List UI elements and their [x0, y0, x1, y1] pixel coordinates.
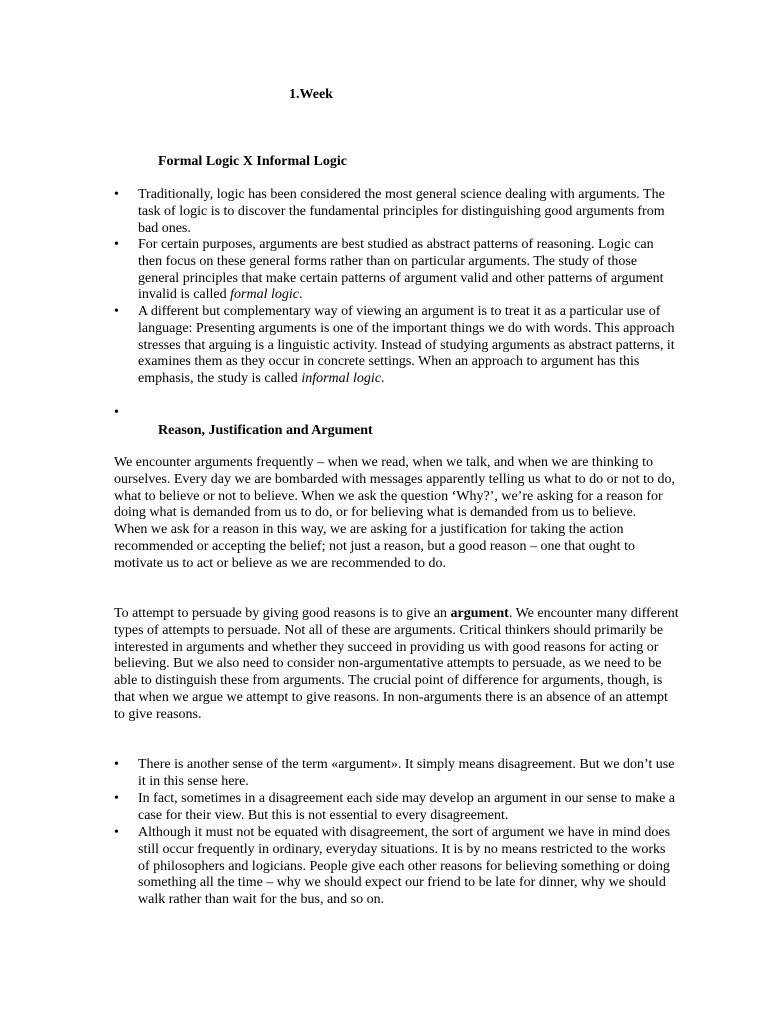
bullet-marker: • [114, 791, 119, 806]
section-heading-formal-informal-logic: Formal Logic X Informal Logic [158, 154, 347, 169]
paragraph-persuasion [114, 606, 679, 724]
bullet-marker: • [114, 237, 119, 252]
paragraph-text: When we ask for a reason in this way, we are asking for a justification for taking the action recommended or accepting the belief; not just a reason, but a good reason – one that ought to motivate us to act or believe as we are recommended to do. [114, 522, 635, 571]
bullet-text: Traditionally, logic has been considered the most general science dealing with arguments. The task of logic is to discover the fundamental principles for distinguishing good arguments from bad ones. [138, 187, 665, 236]
bullet-text-end: . [299, 287, 303, 303]
bullet-text: For certain purposes, arguments are best studied as abstract patterns of reasoning. Logic can then focus on these general forms rather than on particular arguments. The study of those general principles that make certain patterns of argument valid and other patterns of argument invalid is called [138, 237, 664, 303]
bullet-text: In fact, sometimes in a disagreement each side may develop an argument in our sense to make a case for their view. But this is not essential to every disagreement. [138, 791, 676, 823]
bullet-marker: • [114, 187, 119, 202]
bullet-item [114, 237, 679, 304]
bullet-text-end: . [381, 371, 385, 387]
bullet-item [114, 791, 679, 825]
section-heading-reason-justification: Reason, Justification and Argument [158, 423, 373, 438]
paragraph-arguments-frequently [114, 455, 679, 573]
term-argument: argument [450, 606, 509, 621]
bullet-text: A different but complementary way of viewing an argument is to treat it as a particular use of language: Presenting arguments is one of the important things we do with words. This approach stresses that arguing is a linguistic activity. Instead of studying arguments as abstract patterns, it examines them as they occur in concrete settings. When an approach to argument has this emphasis, the study is called [138, 304, 675, 387]
bullet-marker: • [114, 304, 119, 319]
bullet-marker: • [114, 825, 119, 840]
bullet-item [114, 757, 679, 791]
paragraph-text-end: . We encounter many different types of attempts to persuade. Not all of these are arguments. Critical thinkers should primarily be interested in arguments and whether they succeed in providing us with good reasons for acting or believing. But we also need to consider non-argumentative attempts to persuade, as we need to be able to distinguish these from arguments. The crucial point of difference for arguments, though, is that when we argue we attempt to give reasons. In non-arguments there is an absence of an attempt to give reasons. [114, 606, 679, 722]
bullet-text: There is another sense of the term «argument». It simply means disagreement. But we don’t use it in this sense here. [138, 757, 675, 789]
bullet-item [114, 825, 679, 909]
term-formal-logic: formal logic [230, 287, 299, 303]
bullet-marker: • [114, 757, 119, 772]
paragraph-text: To attempt to persuade by giving good reasons is to give an [114, 606, 451, 621]
term-informal-logic: informal logic [301, 371, 382, 387]
bullet-item [114, 187, 679, 237]
bullet-marker: • [114, 405, 119, 420]
paragraph-text: We encounter arguments frequently – when we read, when we talk, and when we are thinking to ourselves. Every day we are bombarded with messages apparently telling us what to do or not to do, what to believe or not to believe. When we ask the question ‘Why?’, we’re asking for a reason for doing what is demanded from us to do, or for believing what is demanded from us to believe. [114, 455, 676, 521]
bullet-item [114, 304, 679, 388]
week-title: 1.Week [289, 87, 333, 102]
bullet-text: Although it must not be equated with disagreement, the sort of argument we have in mind does still occur frequently in ordinary, everyday situations. It is by no means restricted to the works of philosophers and logicians. People give each other reasons for believing something or doing something all the time – why we should expect our friend to be late for dinner, why we should walk rather than wait for the bus, and so on. [138, 825, 671, 908]
